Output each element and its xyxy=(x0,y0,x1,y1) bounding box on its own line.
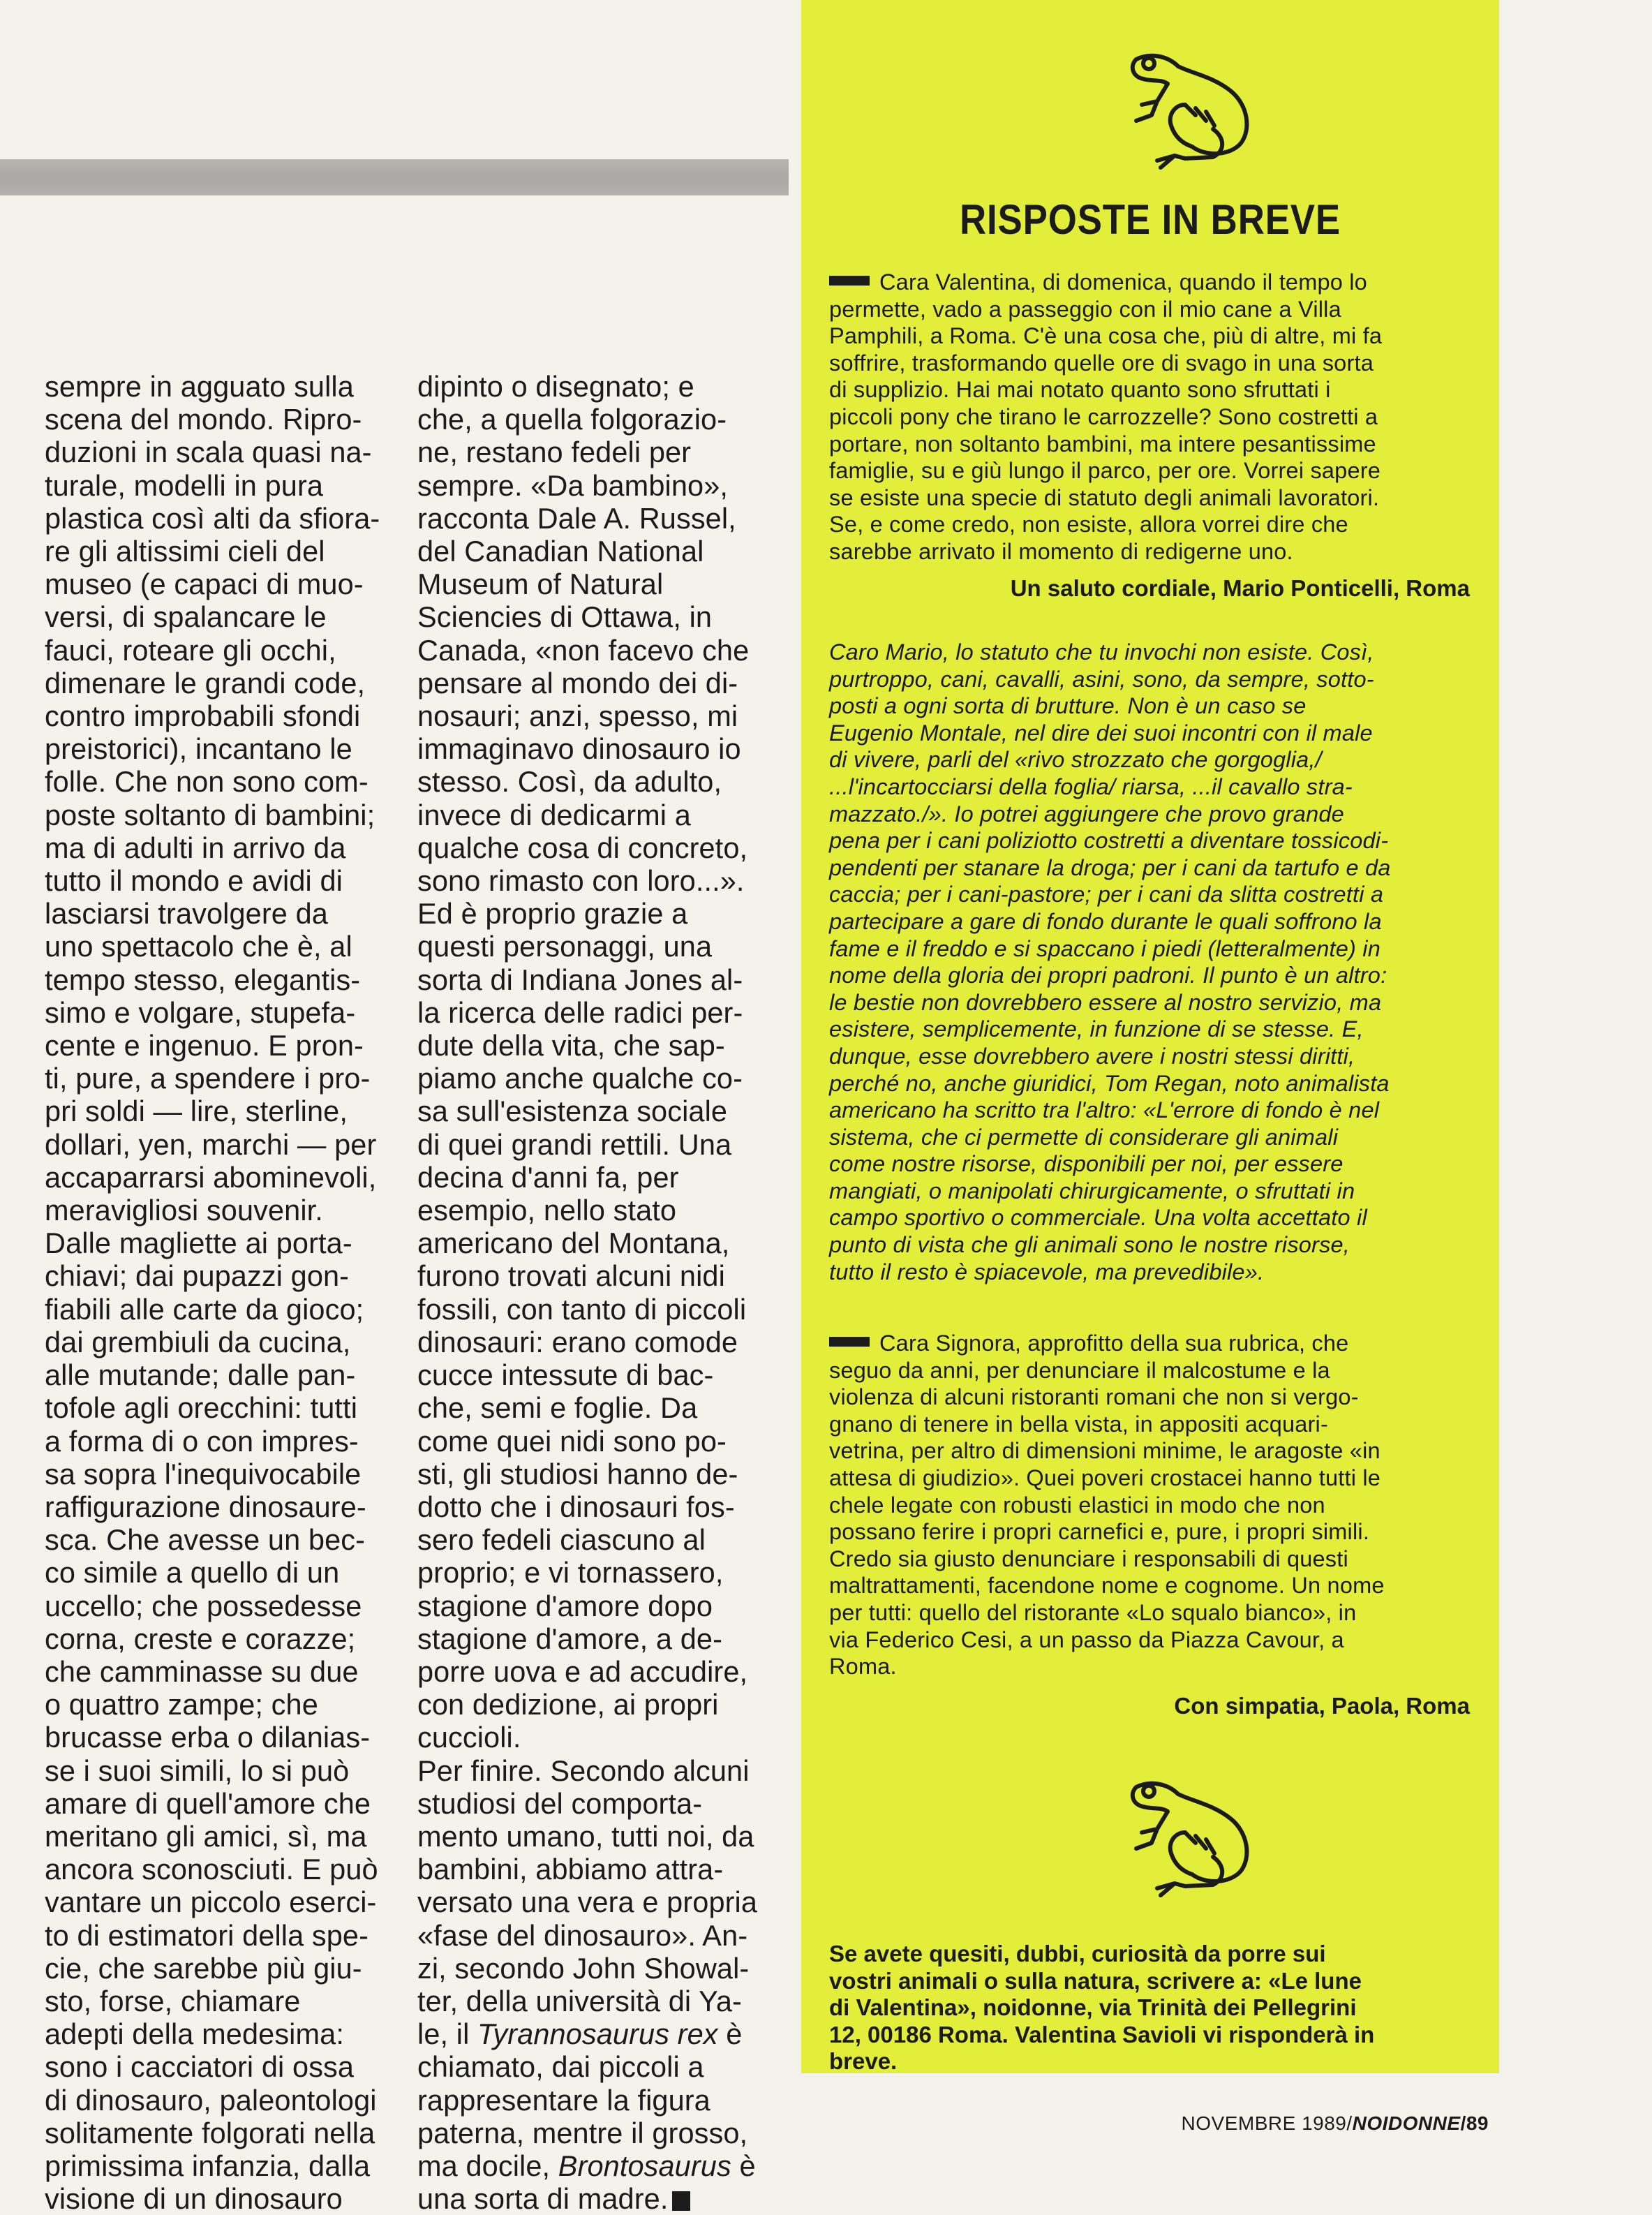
contact-note xyxy=(829,1941,1471,2075)
article-column-2 xyxy=(417,370,777,2215)
black-square-bullet xyxy=(829,1337,870,1347)
column-2-text-a: dipinto o disegnato; e che, a quella folgorazio- ne, restano fedeli per sempre. «Da bambino», racconta Dale A. Russel, del Canadian National Museum of Natural Sciencies di Ottawa, in Canada, «non facevo che pensare al mondo dei di- nosauri; anzi, spesso, mi immaginavo dinosauro io stesso. Così, da adulto, invece di dedicarmi a qualche cosa di concreto, sono rimasto con loro...». Ed è proprio grazie a questi personaggi, una sorta di Indiana Jones al- la ricerca delle radici per- dute della vita, che sap- piamo anche qualche co- sa sull'esistenza sociale di quei grandi rettili. Una decina d'anni fa, per esempio, nello stato americano del Montana, furono trovati alcuni nidi fossili, con tanto di piccoli dinosauri: erano comode cucce intessute di bac- che, semi e foglie. Da come quei nidi sono po- sti, gli studiosi hanno de- dotto che i dinosauri fos- sero fedeli ciascuno al proprio; e vi tornassero, stagione d'amore dopo stagione d'amore, a de- porre uova e ad accudire, con dedizione, ai propri cuccioli. Per finire. Secondo alcuni studiosi del comporta- mento umano, tutti noi, da bambini, abbiamo attra- versato una vera e propria «fase del dinosauro». An- zi, secondo John Showal- ter, della università di Ya- le, il xyxy=(417,370,758,2051)
species-name-tyrannosaurus: Tyrannosaurus rex xyxy=(477,2017,718,2051)
article-column-1 xyxy=(45,370,408,2215)
folio-magazine: NOIDONNE xyxy=(1352,2112,1461,2134)
answer-1-text: Caro Mario, lo statuto che tu invochi non esiste. Così, purtroppo, cani, cavalli, asini, sono, da sempre, sotto- posti a ogni sorta di brutture. Non è un caso se Eugenio Montale, nel dire dei suoi incontri con il male di vivere, parli del «rivo strozzato che gorgoglia,/ ...l'incartocciarsi della foglia/ riarsa, ...il cavallo stra- mazzato./». Io potrei aggiungere che provo grande pena per i cani poliziotto costretti a diventare tossicodi- pendenti per stanare la droga; per i cani da tartufo e da caccia; per i cani-pastore; per i cani da slitta costretti a partecipare a gare di fondo durante le quali soffrono la fame e il freddo e si spaccano i piedi (letteralmente) in nome della gloria dei propri padroni. Il punto è un altro: le bestie non dovrebbero essere al nostro servizio, ma esistere, semplicemente, in funzione di se stesse. E, dunque, esse dovrebbero avere i nostri stessi diritti, perché no, anche giuridici, Tom Regan, noto animalista americano ha scritto tra l'altro: «L'errore di fondo è nel sistema, che ci permette di considerare gli animali come nostre risorse, disponibili per noi, per essere mangiati, o manipolati chirurgicamente, o sfruttati in campo sportivo o commerciale. Una volta accettato il punto di vista che gli animali sono le nostre risorse, tutto il resto è spiacevole, ma prevedibile». xyxy=(829,639,1391,1284)
contact-note-text: Se avete quesiti, dubbi, curiosità da porre sui vostri animali o sulla natura, scrivere a: «Le lune di Valentina», noidonne, via Trinità dei Pellegrini 12, 00186 Roma. Valentina Savioli vi risponderà in breve. xyxy=(829,1941,1375,2074)
header-band xyxy=(0,159,789,195)
reader-letter-1 xyxy=(829,269,1471,565)
species-name-brontosaurus: Brontosaurus xyxy=(558,2149,731,2182)
folio-page-number: /89 xyxy=(1460,2112,1489,2134)
letter-1-signature: Un saluto cordiale, Mario Ponticelli, Roma xyxy=(1010,575,1470,601)
folio-date: NOVEMBRE 1989/ xyxy=(1181,2112,1353,2134)
sidebar-title: RISPOSTE IN BREVE xyxy=(959,196,1341,243)
column-1-text: sempre in agguato sulla scena del mondo. Ripro- duzioni in scala quasi na- turale, modelli in pura plastica così alti da sfiora- re gli altissimi cieli del museo (e capaci di muo- versi, di spalancare le fauci, roteare gli occhi, dimenare le grandi code, contro improbabili sfondi preistorici), incantano le folle. Che non sono com- poste soltanto di bambini; ma di adulti in arrivo da tutto il mondo e avidi di lasciarsi travolgere da uno spettacolo che è, al tempo stesso, elegantis- simo e volgare, stupefa- cente e ingenuo. E pron- ti, pure, a spendere i pro- pri soldi — lire, sterline, dollari, yen, marchi — per accaparrarsi abominevoli, meravigliosi souvenir. Dalle magliette ai porta- chiavi; dai pupazzi gon- fiabili alle carte da gioco; dai grembiuli da cucina, alle mutande; dalle pan- tofole agli orecchini: tutti a forma di o con impres- sa sopra l'inequivocabile raffigurazione dinosaure- sca. Che avesse un bec- co simile a quello di un uccello; che possedesse corna, creste e corazze; che camminasse su due o quattro zampe; che brucasse erba o dilanias- se i suoi simili, lo si può amare di quell'amore che meritano gli amici, sì, ma ancora sconosciuti. E può vantare un piccolo eserci- to di estimatori della spe- cie, che sarebbe più giu- sto, forse, chiamare adepti della medesima: sono i cacciatori di ossa di dinosauro, paleontologi solitamente folgorati nella primissima infanzia, dalla visione di un dinosauro xyxy=(45,370,380,2215)
frog-icon xyxy=(1108,1766,1269,1899)
black-square-bullet xyxy=(829,276,870,286)
frog-icon xyxy=(1108,38,1269,171)
column-2-text-b: è chiamato, dai piccoli a rappresentare la figura paterna, mentre il grosso, ma docile, xyxy=(417,2017,748,2182)
end-of-article-mark xyxy=(672,2191,690,2211)
letter-1-text: Cara Valentina, di domenica, quando il tempo lo permette, vado a passeggio con il mio cane a Villa Pamphili, a Roma. C'è una cosa che, più di altre, mi fa soffrire, trasformando quelle ore di svago in una sorta di supplizio. Hai mai notato quanto sono sfruttati i piccoli pony che tirano le carrozzelle? Sono costretti a portare, non soltanto bambini, ma intere pesantissime famiglie, su e giù lungo il parco, per ore. Vorrei sapere se esiste una specie di statuto degli animali lavoratori. Se, e come credo, non esiste, allora vorrei dire che sarebbe arrivato il momento di redigerne uno. xyxy=(829,269,1383,564)
column-2-text-c: è una sorta di madre. xyxy=(417,2149,756,2215)
column-2-text xyxy=(417,370,777,2215)
answer-1 xyxy=(829,639,1471,1285)
reader-letter-2 xyxy=(829,1330,1471,1680)
page-folio xyxy=(1182,2112,1489,2135)
letter-2-text: Cara Signora, approfitto della sua rubrica, che seguo da anni, per denunciare il malcostume e la violenza di alcuni ristoranti romani che non si vergo- gnano di tenere in bella vista, in appositi acquari- vetrina, per altro di dimensioni minime, le aragoste «in attesa di giudizio». Quei poveri crostacei hanno tutti le chele legate con robusti elastici in modo che non possano ferire i propri carnefici e, pure, i propri simili. Credo sia giusto denunciare i responsabili di questi maltrattamenti, facendone nome e cognome. Un nome per tutti: quello del ristorante «Lo squalo bianco», in via Federico Cesi, a un passo da Piazza Cavour, a Roma. xyxy=(829,1331,1385,1680)
letter-2-signature: Con simpatia, Paola, Roma xyxy=(1174,1693,1470,1719)
answers-sidebar xyxy=(801,0,1499,2073)
